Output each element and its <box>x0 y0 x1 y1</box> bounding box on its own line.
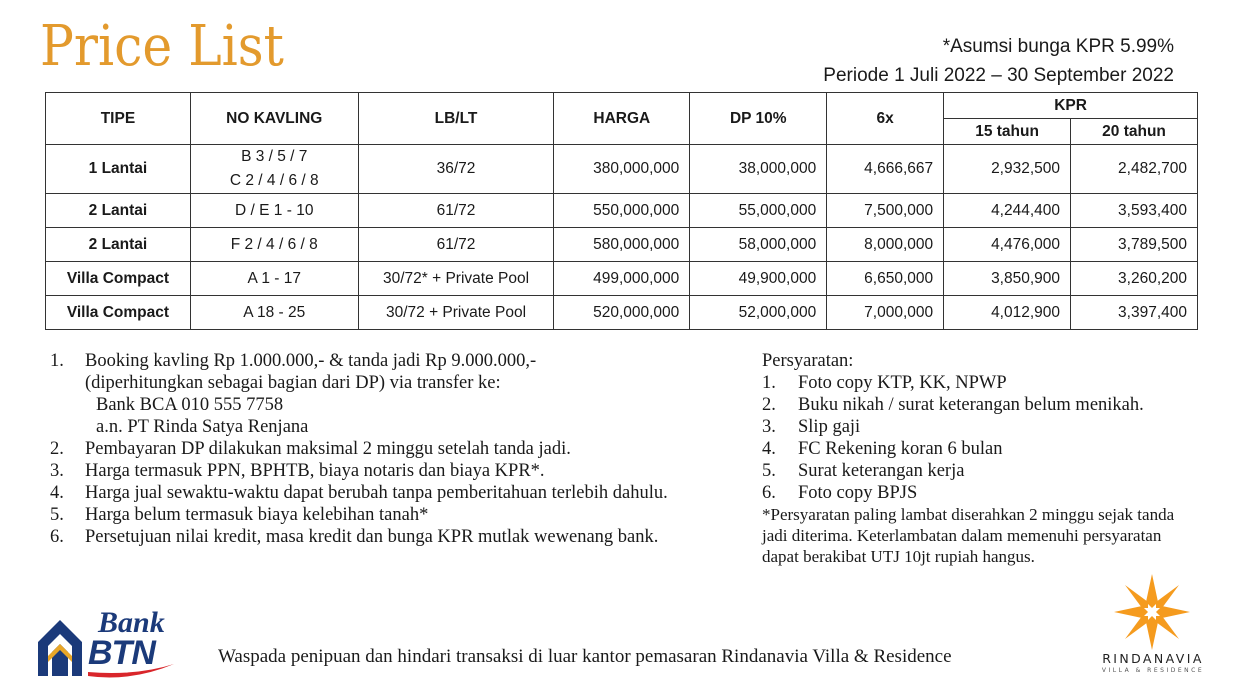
list-item <box>50 482 710 504</box>
cell-dp: 52,000,000 <box>690 296 827 330</box>
item-number: 4. <box>762 439 776 459</box>
col-header-lblt: LB/LT <box>358 93 554 145</box>
cell-dp: 38,000,000 <box>690 145 827 194</box>
bank-account-line: Bank BCA 010 555 7758 <box>96 395 284 415</box>
btn-logo-btn-text: BTN <box>88 634 155 672</box>
cell-kpr20: 3,260,200 <box>1071 262 1198 296</box>
item-text: Harga termasuk PPN, BPHTB, biaya notaris dan biaya KPR*. <box>85 461 545 481</box>
table-row <box>46 296 1198 330</box>
item-text: Surat keterangan kerja <box>798 461 965 481</box>
list-item <box>50 526 710 548</box>
rindanavia-subtitle: VILLA & RESIDENCE <box>1101 667 1205 674</box>
col-header-dp: DP 10% <box>690 93 827 145</box>
page-title: Price List <box>40 14 284 79</box>
cell-tipe: Villa Compact <box>46 296 191 330</box>
cell-kpr15: 4,012,900 <box>944 296 1071 330</box>
item-number: 2. <box>50 439 64 459</box>
cell-kavling: F 2 / 4 / 6 / 8 <box>190 228 358 262</box>
col-header-kavling: NO KAVLING <box>190 93 358 145</box>
cell-6x: 7,500,000 <box>827 194 944 228</box>
item-number: 6. <box>762 483 776 503</box>
interest-note: *Asumsi bunga KPR 5.99% <box>942 36 1174 57</box>
cell-kavling: D / E 1 - 10 <box>190 194 358 228</box>
list-item <box>762 394 1202 416</box>
item-number: 1. <box>50 351 64 371</box>
kavling-line: C 2 / 4 / 6 / 8 <box>229 172 319 189</box>
cell-tipe: 2 Lantai <box>46 194 191 228</box>
warning-text: Waspada penipuan dan hindari transaksi di luar kantor pemasaran Rindanavia Villa & Residence <box>218 646 952 667</box>
cell-harga: 550,000,000 <box>554 194 690 228</box>
cell-6x: 7,000,000 <box>827 296 944 330</box>
cell-lblt: 30/72* + Private Pool <box>358 262 554 296</box>
cell-kavling: A 1 - 17 <box>190 262 358 296</box>
cell-harga: 380,000,000 <box>554 145 690 194</box>
item-text: Harga belum termasuk biaya kelebihan tanah* <box>85 505 429 525</box>
cell-dp: 49,900,000 <box>690 262 827 296</box>
cell-kpr20: 3,593,400 <box>1071 194 1198 228</box>
cell-harga: 580,000,000 <box>554 228 690 262</box>
list-item <box>762 482 1202 504</box>
item-number: 3. <box>762 417 776 437</box>
cell-lblt: 61/72 <box>358 194 554 228</box>
list-item <box>762 460 1202 482</box>
cell-harga: 520,000,000 <box>554 296 690 330</box>
cell-6x: 8,000,000 <box>827 228 944 262</box>
col-header-kpr15: 15 tahun <box>944 119 1071 145</box>
cell-lblt: 61/72 <box>358 228 554 262</box>
cell-kavling <box>190 145 358 194</box>
item-text: Buku nikah / surat keterangan belum menikah. <box>798 395 1144 415</box>
list-item <box>762 372 1202 394</box>
item-number: 3. <box>50 461 64 481</box>
cell-kpr20: 3,789,500 <box>1071 228 1198 262</box>
item-text: (diperhitungkan sebagai bagian dari DP) via transfer ke: <box>85 373 501 393</box>
header-row <box>46 93 1198 119</box>
cell-kpr15: 3,850,900 <box>944 262 1071 296</box>
item-text: Foto copy KTP, KK, NPWP <box>798 373 1007 393</box>
col-header-6x: 6x <box>827 93 944 145</box>
cell-kpr15: 4,244,400 <box>944 194 1071 228</box>
rindanavia-logo <box>1112 572 1192 652</box>
col-header-harga: HARGA <box>554 93 690 145</box>
cell-kpr20: 3,397,400 <box>1071 296 1198 330</box>
kavling-line: B 3 / 5 / 7 <box>241 148 308 165</box>
cell-6x: 4,666,667 <box>827 145 944 194</box>
cell-6x: 6,650,000 <box>827 262 944 296</box>
table-row <box>46 194 1198 228</box>
period-note: Periode 1 Juli 2022 – 30 September 2022 <box>823 65 1174 86</box>
col-header-tipe: TIPE <box>46 93 191 145</box>
item-number: 5. <box>50 505 64 525</box>
btn-logo-bank-text: Bank <box>98 606 165 639</box>
col-header-kpr20: 20 tahun <box>1071 119 1198 145</box>
price-table <box>45 92 1198 330</box>
item-text: Pembayaran DP dilakukan maksimal 2 minggu setelah tanda jadi. <box>85 439 571 459</box>
table-row <box>46 145 1198 194</box>
item-number: 5. <box>762 461 776 481</box>
cell-harga: 499,000,000 <box>554 262 690 296</box>
list-item <box>762 438 1202 460</box>
item-text: FC Rekening koran 6 bulan <box>798 439 1003 459</box>
cell-kpr15: 2,932,500 <box>944 145 1071 194</box>
cell-lblt: 30/72 + Private Pool <box>358 296 554 330</box>
sun-star-icon <box>1114 574 1190 650</box>
item-number: 1. <box>762 373 776 393</box>
list-item <box>50 504 710 526</box>
table-row <box>46 228 1198 262</box>
cell-kavling: A 18 - 25 <box>190 296 358 330</box>
rindanavia-name: RINDANAVIA <box>1102 651 1204 666</box>
list-item <box>50 438 710 460</box>
cell-dp: 55,000,000 <box>690 194 827 228</box>
item-text: Booking kavling Rp 1.000.000,- & tanda jadi Rp 9.000.000,- <box>85 351 537 371</box>
requirements-footnote: *Persyaratan paling lambat diserahkan 2 minggu sejak tanda jadi diterima. Keterlambatan dalam memenuhi persyaratan dapat berakibat UTJ 10jt rupiah hangus. <box>762 505 1175 566</box>
top-notes <box>823 32 1174 90</box>
cell-dp: 58,000,000 <box>690 228 827 262</box>
item-text: Persetujuan nilai kredit, masa kredit dan bunga KPR mutlak wewenang bank. <box>85 527 659 547</box>
list-item <box>50 460 710 482</box>
requirements-heading: Persyaratan: <box>762 351 854 371</box>
item-text: Foto copy BPJS <box>798 483 918 503</box>
table-row <box>46 262 1198 296</box>
item-text: Slip gaji <box>798 417 861 437</box>
cell-kpr15: 4,476,000 <box>944 228 1071 262</box>
terms-list <box>50 350 710 548</box>
item-number: 4. <box>50 483 64 503</box>
cell-tipe: 2 Lantai <box>46 228 191 262</box>
requirements-list <box>762 350 1202 567</box>
list-item <box>762 416 1202 438</box>
cell-tipe: 1 Lantai <box>46 145 191 194</box>
cell-tipe: Villa Compact <box>46 262 191 296</box>
item-text: Harga jual sewaktu-waktu dapat berubah tanpa pemberitahuan terlebih dahulu. <box>85 483 668 503</box>
bank-account-name: a.n. PT Rinda Satya Renjana <box>96 417 309 437</box>
item-number: 2. <box>762 395 776 415</box>
item-number: 6. <box>50 527 64 547</box>
list-item <box>50 350 710 394</box>
col-header-kpr: KPR <box>944 93 1198 119</box>
cell-lblt: 36/72 <box>358 145 554 194</box>
cell-kpr20: 2,482,700 <box>1071 145 1198 194</box>
